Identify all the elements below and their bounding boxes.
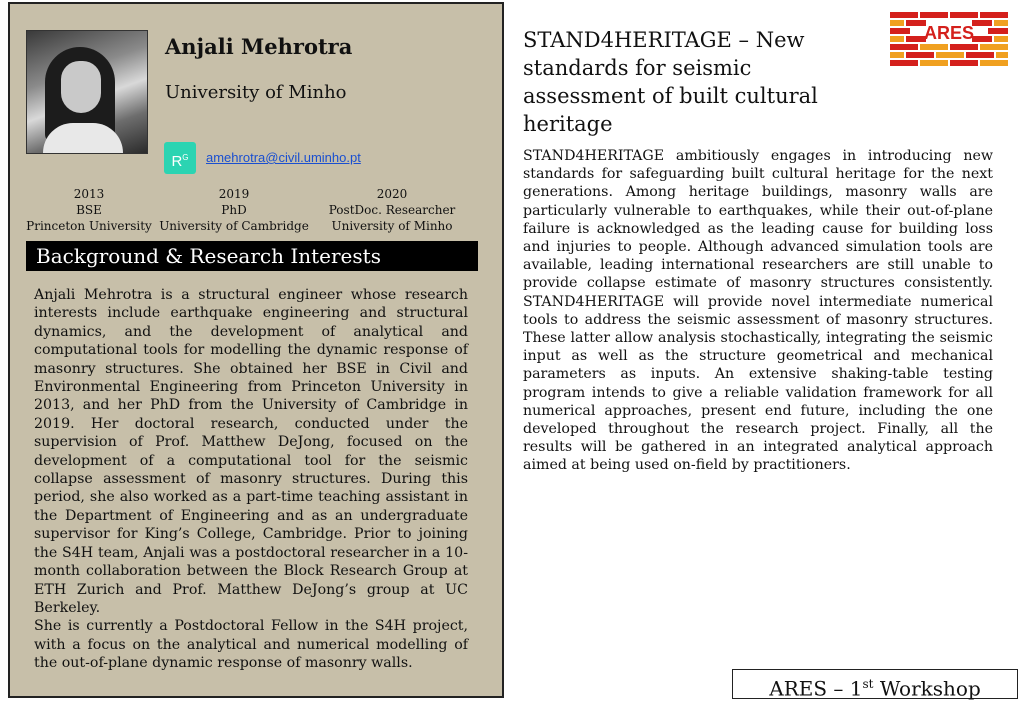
workshop-footer — [732, 669, 1018, 699]
education-institution: University of Cambridge — [159, 219, 309, 233]
education-degree: BSE — [76, 203, 102, 217]
education-item — [24, 186, 154, 234]
education-item — [156, 186, 312, 234]
education-institution: Princeton University — [26, 219, 152, 233]
bio-text — [34, 286, 468, 673]
education-year: 2019 — [218, 187, 250, 201]
speaker-affiliation: University of Minho — [165, 82, 347, 103]
education-item — [322, 186, 462, 234]
ares-logo — [890, 12, 1008, 66]
speaker-photo — [26, 30, 148, 154]
education-institution: University of Minho — [331, 219, 453, 233]
education-degree: PhD — [221, 203, 247, 217]
bio-paragraph: Anjali Mehrotra is a structural engineer whose research interests include earthquake engineering and structural dynamics, and the development of analytical and computational tools for modelling the dynamic response of masonry structures. She obtained her BSE in Civil and Environmental Engineering from Princeton University in 2013, and her PhD from the University of Cambridge in 2019. Her doctoral research, conducted under the supervision of Prof. Matthew DeJong, focused on the development of a computational tool for the seismic collapse assessment of masonry structures. During this period, she also worked as a part-time teaching assistant in the Department of Engineering and as an undergraduate supervisor for King’s College, Cambridge. Prior to joining the S4H team, Anjali was a postdoctoral researcher in a 10-month collaboration between the Block Research Group at ETH Zurich and Prof. Matthew DeJong’s group at UC Berkeley. — [34, 287, 468, 616]
footer-prefix: ARES – 1 — [769, 676, 863, 701]
logo-text: ARES — [923, 23, 975, 43]
section-heading: Background & Research Interests — [26, 241, 478, 271]
footer-sup: st — [862, 677, 874, 691]
bio-paragraph: She is currently a Postdoctoral Fellow in the S4H project, with a focus on the analytical and numerical modelling of the out-of-plane dynamic response of masonry walls. — [34, 618, 468, 672]
education-degree: PostDoc. Researcher — [328, 203, 456, 217]
footer-suffix: Workshop — [873, 676, 981, 701]
speaker-name: Anjali Mehrotra — [165, 34, 353, 59]
email-link[interactable]: amehrotra@civil.uminho.pt — [206, 150, 361, 165]
researchgate-icon[interactable]: $R^G$ — [164, 142, 196, 174]
education-year: 2020 — [376, 187, 408, 201]
speaker-panel — [8, 2, 504, 698]
education-year: 2013 — [73, 187, 105, 201]
project-abstract: STAND4HERITAGE ambitiously engages in introducing new standards for safeguarding built cultural heritage for the next generations. Among heritage buildings, masonry walls are particularly vulnerable to earthquakes, while their out-of-plane failure is acknowledged as the leading cause for building loss and injuries to people. Although advanced simulation tools are available, leading international researchers are still unable to provide collapse estimate of masonry structures consistently. STAND4HERITAGE will provide novel intermediate numerical tools to address the seismic assessment of masonry structures. These latter allow analysis stochastically, integrating the seismic input as well as the structure geometrical and mechanical parameters as inputs. An extensive shaking-table testing program intends to give a reliable validation framework for all numerical approaches, present end future, including the one developed throughout the research project. Finally, all the results will be gathered in an integrated analytical approach aimed at being used on-field by practitioners. — [523, 148, 993, 474]
project-title: STAND4HERITAGE – New standards for seismic assessment of built cultural heritage — [523, 28, 818, 136]
